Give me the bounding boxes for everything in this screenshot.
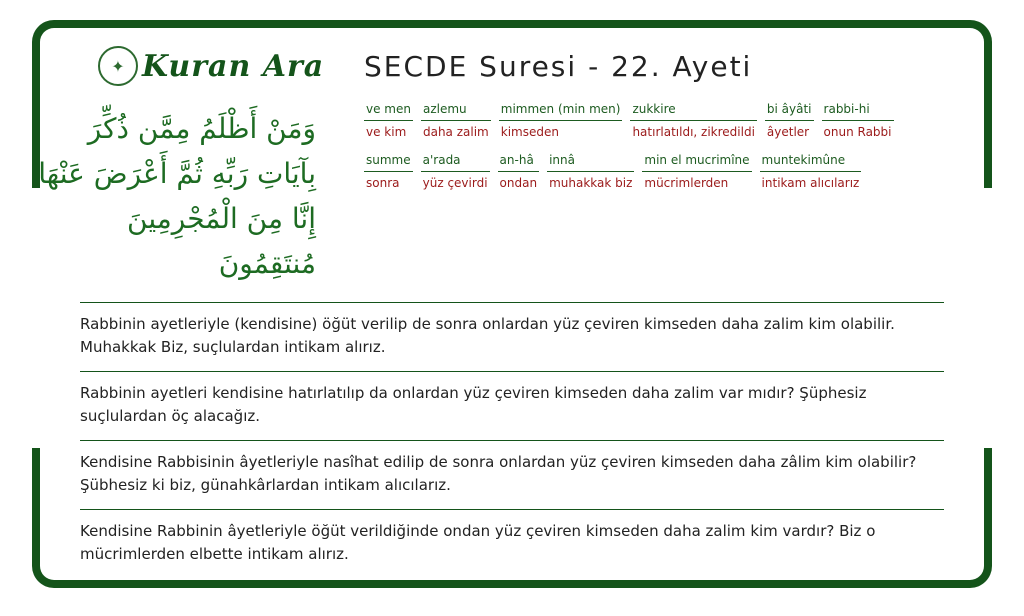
translation-item: Rabbinin ayetleriyle (kendisine) öğüt verilip de sonra onlardan yüz çeviren kimseden daha zalim kim olabilir. Muhakkak Biz, suçlulardan intikam alırız. — [80, 302, 944, 371]
meaning: âyetler — [766, 125, 810, 139]
word-pair — [642, 151, 751, 190]
translations — [80, 302, 944, 578]
transliteration: an-hâ — [498, 151, 540, 172]
transliteration: zukkire — [630, 100, 756, 121]
meaning: ve kim — [366, 125, 407, 139]
transliteration: a'rada — [421, 151, 490, 172]
word-pair — [421, 100, 491, 139]
arabic-verse — [36, 106, 316, 286]
meaning: intikam alıcılarız — [761, 176, 860, 190]
word-by-word — [364, 100, 924, 202]
transliteration: rabbi-hi — [822, 100, 894, 121]
word-row — [364, 100, 924, 139]
translation-item: Kendisine Rabbinin âyetleriyle öğüt verildiğinde ondan yüz çeviren kimseden daha zalim kim vardır? Biz o mücrimlerden elbette intikam alırız. — [80, 509, 944, 578]
arabic-line: إِنَّا مِنَ الْمُجْرِمِينَ — [127, 202, 316, 235]
transliteration: summe — [364, 151, 413, 172]
word-pair — [364, 151, 413, 190]
meaning: mücrimlerden — [644, 176, 729, 190]
word-pair — [765, 100, 814, 139]
verse-title: SECDE Suresi - 22. Ayeti — [364, 50, 753, 83]
logo-text: Kuran Ara — [142, 48, 325, 84]
word-pair — [498, 151, 540, 190]
logo[interactable] — [98, 46, 324, 86]
meaning: hatırlatıldı, zikredildi — [632, 125, 755, 139]
word-pair — [547, 151, 634, 190]
arabic-line: وَمَنْ أَظْلَمُ مِمَّن ذُكِّرَ — [87, 112, 316, 145]
word-pair — [421, 151, 490, 190]
meaning: yüz çevirdi — [422, 176, 488, 190]
transliteration: ve men — [364, 100, 413, 121]
transliteration: mimmen (min men) — [499, 100, 623, 121]
translation-item: Kendisine Rabbisinin âyetleriyle nasîhat edilip de sonra onlardan yüz çeviren kimseden daha zâlim kim olabilir? Şübhesiz ki biz, günahkârlardan intikam alıcılarız. — [80, 440, 944, 509]
word-pair — [499, 100, 623, 139]
translation-item: Rabbinin ayetleri kendisine hatırlatılıp da onlardan yüz çeviren kimseden daha zalim var mıdır? Şüphesiz suçlulardan öç alacağız. — [80, 371, 944, 440]
arabic-line: مُنتَقِمُونَ — [218, 247, 316, 280]
quran-emblem-icon: ✦ — [98, 46, 138, 86]
word-pair — [760, 151, 862, 190]
transliteration: innâ — [547, 151, 634, 172]
word-pair — [630, 100, 756, 139]
word-row — [364, 151, 924, 190]
transliteration: bi âyâti — [765, 100, 814, 121]
meaning: sonra — [366, 176, 400, 190]
meaning: ondan — [499, 176, 538, 190]
meaning: onun Rabbi — [823, 125, 892, 139]
word-pair — [822, 100, 894, 139]
meaning: muhakkak biz — [549, 176, 633, 190]
meaning: daha zalim — [422, 125, 489, 139]
transliteration: azlemu — [421, 100, 491, 121]
transliteration: min el mucrimîne — [642, 151, 751, 172]
word-pair — [364, 100, 413, 139]
meaning: kimseden — [500, 125, 559, 139]
arabic-line: بِآيَاتِ رَبِّهِ ثُمَّ أَعْرَضَ عَنْهَا — [38, 157, 316, 190]
transliteration: muntekimûne — [760, 151, 862, 172]
